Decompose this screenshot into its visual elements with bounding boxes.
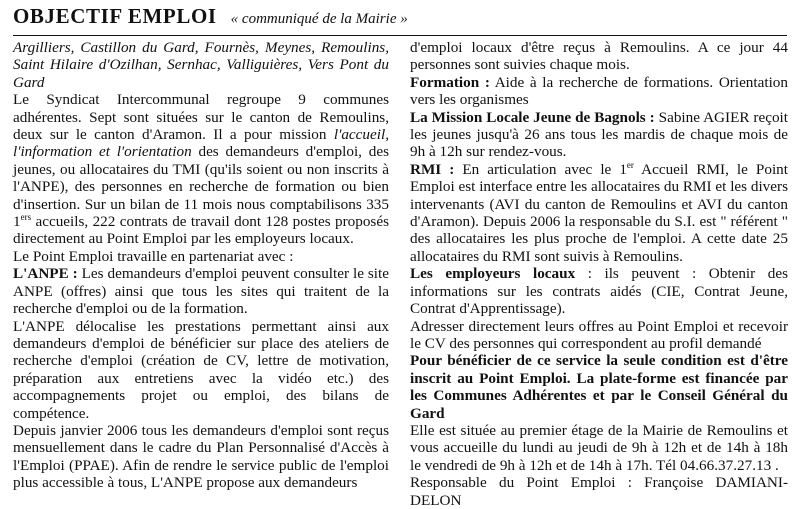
formation-text: Aide à la recherche de formations. Orientation vers les organismes — [410, 73, 788, 109]
syndicat-superscript: ers — [20, 212, 32, 222]
right-column — [410, 39, 788, 509]
communes-list: Argilliers, Castillon du Gard, Fournès, Meynes, Remoulins, Saint Hilaire d'Ozilhan, Sernhac, Valliguières, Vers Pont du Gard — [13, 39, 389, 91]
formation-label: Formation : — [410, 73, 490, 91]
rmi-label: RMI : — [410, 160, 455, 178]
anpe-text: Les demandeurs d'emploi peuvent consulter le site ANPE (offres) ainsi que tous les sites qui traitent de la recherche d'emploi ou de la formation. — [13, 265, 389, 318]
article-title: OBJECTIF EMPLOI — [13, 4, 217, 28]
rmi-superscript: er — [626, 159, 634, 170]
left-column — [13, 39, 389, 492]
continuation-paragraph: d'emploi locaux d'être reçus à Remoulins. A ce jour 44 personnes sont suivies chaque mois. — [410, 39, 788, 74]
partenariat-line: Le Point Emploi travaille en partenariat avec : — [13, 247, 294, 265]
syndicat-text-a: Le Syndicat Intercommunal regroupe 9 communes adhérentes. Sept sont situées sur le canton de Remoulins, deux sur le canton d'Aramon. Il a pour mission — [13, 91, 389, 144]
syndicat-paragraph — [13, 91, 389, 248]
article-subtitle: « communiqué de la Mairie » — [230, 11, 408, 27]
horaires-paragraph: Elle est située au premier étage de la Mairie de Remoulins et vous accueille du lundi au jeudi de 9h à 12h et de 14h à 18h le vendredi de 9h à 12h et de 14h à 17h. Tél 04.66.37.27.13 . — [410, 421, 788, 474]
responsable-line: Responsable du Point Emploi : Françoise DAMIANI-DELON — [410, 474, 788, 509]
anpe-label: L'ANPE : — [13, 265, 78, 283]
employeurs-paragraph — [410, 265, 788, 317]
condition-paragraph: Pour bénéficier de ce service la seule condition est d'être inscrit au Point Emploi. La plate-forme est financée par les Communes Adhérentes et par le Conseil Général du Gard — [410, 352, 788, 422]
mission-locale-text: Sabine AGIER reçoit les jeunes jusqu'à 26 ans tous les mardis de chaque mois de 9h à 12h sur rendez-vous. — [410, 108, 788, 161]
anpe-paragraph — [13, 265, 389, 317]
syndicat-mission: l'accueil, l'information et l'orientation — [13, 126, 389, 161]
rmi-text-a: En articulation avec le 1 — [454, 160, 627, 178]
anpe-delocalise-paragraph: L'ANPE délocalise les prestations permettant ainsi aux demandeurs d'emploi de bénéficier sur place des ateliers de recherche d'emploi (création de CV, lettre de motivation, préparation aux entretiens avec la vidéo etc.) des accompagnements projet ou emploi, des bilans de compétence. — [13, 317, 389, 422]
syndicat-text-b: des demandeurs d'emploi, des jeunes, ou allocataires du TMI (qu'ils soient ou non inscrits à l'ANPE), des personnes en recherche de formation ou bien d'insertion. Sur un bilan de 11 mois nous comptabilisons 335 1 — [13, 143, 389, 231]
employeurs-label: Les employeurs locaux — [410, 265, 576, 283]
formation-paragraph — [410, 74, 788, 109]
rmi-text-b: Accueil RMI, le Point Emploi est interface entre les allocataires du RMI et les divers intervenants (AVI du canton de Remoulins et AVI du canton d'Aramon). Depuis 2006 la responsable du S.I. est " référent " des allocataires les plus proche de l'emploi. A cette date 25 allocataires du RMI sont suivis à Remoulins. — [410, 160, 788, 265]
rmi-paragraph — [410, 161, 788, 265]
employeurs-text: : ils peuvent : Obtenir des informations sur les contrats aidés (CIE, Contrat Jeune, Contrat d'Apprentissage). — [410, 265, 788, 318]
syndicat-text-c: accueils, 222 contrats de travail dont 128 postes proposés directement au Point Emploi par les employeurs locaux. — [13, 213, 389, 248]
article-header — [13, 0, 787, 36]
mission-locale-label: La Mission Locale Jeune de Bagnols : — [410, 108, 655, 126]
mission-locale-paragraph — [410, 109, 788, 161]
adresser-paragraph: Adresser directement leurs offres au Point Emploi et recevoir le CV des personnes qui correspondent au profil demandé — [410, 317, 788, 352]
ppae-paragraph: Depuis janvier 2006 tous les demandeurs d'emploi sont reçus mensuellement dans le cadre du Plan Personnalisé d'Accès à l'Emploi (PPAE). Afin de rendre le service public de l'emploi plus accessible à tous, L'ANPE propose aux demandeurs — [13, 421, 389, 492]
